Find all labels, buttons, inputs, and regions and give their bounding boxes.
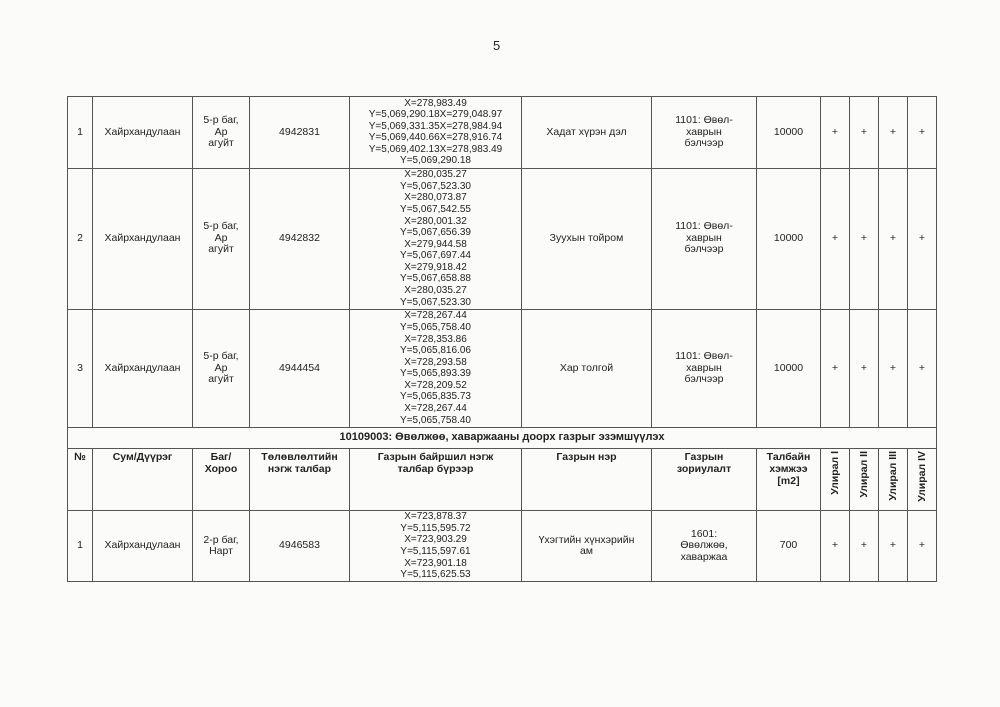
quarter-4-mark: + — [908, 168, 937, 309]
quarter-1-mark: + — [821, 97, 850, 169]
quarter-4-mark: + — [908, 309, 937, 427]
coordinate-line: X=280,073.87 — [404, 192, 467, 204]
soum-cell: Хайрхандулаан — [93, 510, 193, 582]
purpose-line: 1101: Өвөл- — [675, 114, 733, 127]
header-area-line: хэмжээ — [769, 462, 808, 475]
quarter-2-mark: + — [850, 168, 879, 309]
coordinate-line: Y=5,069,290.18 — [400, 155, 471, 167]
coordinates-cell — [350, 168, 522, 309]
soum-cell: Хайрхандулаан — [93, 309, 193, 427]
land-name-cell: Зуухын тойром — [522, 168, 652, 309]
coordinate-line: Y=5,067,658.88 — [400, 273, 471, 285]
purpose-line: бэлчээр — [684, 137, 724, 150]
coordinate-line: X=728,267.44 — [404, 403, 467, 415]
header-quarter-3-label: Улирал III — [887, 450, 899, 501]
group2-body — [68, 510, 937, 582]
purpose-cell — [652, 510, 757, 582]
purpose-line: хаврын — [686, 361, 722, 374]
quarter-3-mark: + — [879, 309, 908, 427]
quarter-4-mark: + — [908, 510, 937, 582]
land-name-cell: Хар толгой — [522, 309, 652, 427]
coordinate-line: Y=5,069,331.35X=278,984.94 — [368, 120, 503, 132]
quarter-3-mark: + — [879, 168, 908, 309]
bag-cell — [193, 97, 250, 169]
plan-unit-cell: 4942831 — [250, 97, 350, 169]
bag-line: 5-р баг, — [203, 220, 239, 233]
header-area — [757, 448, 821, 510]
purpose-line: бэлчээр — [684, 243, 724, 256]
coordinate-line: Y=5,065,758.40 — [400, 321, 471, 333]
coordinate-line: Y=5,065,835.73 — [400, 391, 471, 403]
header-bag — [193, 448, 250, 510]
bag-cell — [193, 510, 250, 582]
coordinate-line: Y=5,065,816.06 — [400, 345, 471, 357]
bag-line: 5-р баг, — [203, 350, 239, 363]
row-number: 2 — [68, 168, 93, 309]
header-location — [350, 448, 522, 510]
header-soum: Сум/Дүүрэг — [93, 448, 193, 510]
header-area-line: [m2] — [777, 474, 800, 487]
header-quarter-2 — [850, 448, 879, 510]
header-area-line: Талбайн — [766, 450, 811, 463]
coordinate-line: X=278,983.49 — [404, 97, 467, 109]
page-number: 5 — [493, 38, 501, 53]
coordinate-line: Y=5,067,697.44 — [400, 250, 471, 262]
purpose-cell — [652, 97, 757, 169]
coordinates-cell — [350, 97, 522, 169]
land-name-cell: Хадат хүрэн дэл — [522, 97, 652, 169]
coordinate-line: Y=5,115,595.72 — [400, 522, 471, 534]
soum-cell: Хайрхандулаан — [93, 97, 193, 169]
plan-unit-cell: 4942832 — [250, 168, 350, 309]
bag-line: агуйт — [208, 137, 234, 150]
coordinate-line: Y=5,065,893.39 — [400, 368, 471, 380]
coordinates-cell — [350, 510, 522, 582]
quarter-1-mark: + — [821, 309, 850, 427]
header-quarter-4-label: Улирал IV — [916, 450, 928, 502]
header-no: № — [68, 448, 93, 510]
coordinate-line: Y=5,065,758.40 — [400, 414, 471, 426]
bag-line: Ар — [214, 125, 228, 138]
coordinate-line: X=723,878.37 — [404, 511, 467, 523]
bag-line: 5-р баг, — [203, 114, 239, 127]
area-cell: 10000 — [757, 309, 821, 427]
header-name: Газрын нэр — [522, 448, 652, 510]
coordinate-line: Y=5,069,290.18X=279,048.97 — [368, 109, 503, 121]
quarter-2-mark: + — [850, 510, 879, 582]
header-quarter-2-label: Улирал II — [858, 450, 870, 498]
bag-line: 2-р баг, — [203, 533, 239, 546]
bag-line: Нарт — [209, 545, 233, 558]
purpose-line: бэлчээр — [684, 373, 724, 386]
quarter-1-mark: + — [821, 510, 850, 582]
quarter-1-mark: + — [821, 168, 850, 309]
quarter-2-mark: + — [850, 97, 879, 169]
purpose-cell — [652, 168, 757, 309]
coordinate-line: X=728,267.44 — [404, 310, 467, 322]
table-row — [68, 309, 937, 427]
header-quarter-1 — [821, 448, 850, 510]
purpose-cell — [652, 309, 757, 427]
land-name-line: Үхэгтийн хүнхэрийн — [538, 533, 635, 546]
area-cell: 700 — [757, 510, 821, 582]
header-quarter-1-label: Улирал I — [829, 450, 841, 495]
header-purpose-line: Газрын — [684, 450, 724, 463]
header-quarter-4 — [908, 448, 937, 510]
coordinate-line: Y=5,067,523.30 — [400, 296, 471, 308]
header-location-line: талбар бүрээр — [397, 462, 474, 475]
header-bag-line: Баг/ — [210, 450, 232, 463]
header-purpose-line: зориулалт — [676, 462, 732, 475]
bag-cell — [193, 168, 250, 309]
coordinate-line: X=723,903.29 — [404, 534, 467, 546]
purpose-line: 1601: — [690, 527, 718, 540]
coordinate-line: X=728,209.52 — [404, 379, 467, 391]
coordinate-line: X=279,944.58 — [404, 238, 467, 250]
header-row — [68, 448, 937, 510]
plan-unit-cell: 4946583 — [250, 510, 350, 582]
bag-line: Ар — [214, 231, 228, 244]
purpose-line: хаваржаа — [680, 550, 728, 563]
purpose-line: хаврын — [686, 231, 722, 244]
coordinate-line: X=728,353.86 — [404, 333, 467, 345]
header-plan-unit-line: нэгж талбар — [267, 462, 332, 475]
row-number: 1 — [68, 510, 93, 582]
coordinate-line: Y=5,115,625.53 — [400, 569, 471, 581]
quarter-3-mark: + — [879, 97, 908, 169]
coordinate-line: Y=5,069,440.66X=278,916.74 — [368, 132, 503, 144]
coordinates-cell — [350, 309, 522, 427]
coordinate-line: X=279,918.42 — [404, 261, 467, 273]
group1-body — [68, 97, 937, 428]
header-quarter-3 — [879, 448, 908, 510]
table-row — [68, 510, 937, 582]
section-row — [68, 427, 937, 448]
land-name-line: ам — [579, 545, 594, 558]
coordinate-line: X=723,901.18 — [404, 557, 467, 569]
purpose-line: хаврын — [686, 125, 722, 138]
header-plan-unit — [250, 448, 350, 510]
purpose-line: 1101: Өвөл- — [675, 220, 733, 233]
land-name-cell — [522, 510, 652, 582]
header-bag-line: Хороо — [204, 462, 238, 475]
soum-cell: Хайрхандулаан — [93, 168, 193, 309]
purpose-line: Өвөлжөө, — [680, 539, 728, 552]
coordinate-line: X=280,035.27 — [404, 285, 467, 297]
coordinate-line: Y=5,067,523.30 — [400, 180, 471, 192]
header-plan-unit-line: Төлөвлөлтийн — [261, 450, 338, 463]
coordinate-line: Y=5,067,542.55 — [400, 203, 471, 215]
bag-line: агуйт — [208, 373, 234, 386]
quarter-3-mark: + — [879, 510, 908, 582]
table-row — [68, 97, 937, 169]
land-allocation-table — [67, 96, 937, 582]
row-number: 3 — [68, 309, 93, 427]
header-purpose — [652, 448, 757, 510]
coordinate-line: X=728,293.58 — [404, 356, 467, 368]
coordinate-line: X=280,001.32 — [404, 215, 467, 227]
bag-line: агуйт — [208, 243, 234, 256]
purpose-line: 1101: Өвөл- — [675, 350, 733, 363]
table-row — [68, 168, 937, 309]
coordinate-line: Y=5,115,597.61 — [400, 546, 471, 558]
coordinate-line: X=280,035.27 — [404, 169, 467, 181]
coordinate-line: Y=5,067,656.39 — [400, 227, 471, 239]
area-cell: 10000 — [757, 97, 821, 169]
section-title: 10109003: Өвөлжөө, хаваржааны доорх газрыг эзэмшүүлэх — [68, 427, 937, 448]
row-number: 1 — [68, 97, 93, 169]
quarter-4-mark: + — [908, 97, 937, 169]
bag-line: Ар — [214, 361, 228, 374]
bag-cell — [193, 309, 250, 427]
quarter-2-mark: + — [850, 309, 879, 427]
area-cell: 10000 — [757, 168, 821, 309]
plan-unit-cell: 4944454 — [250, 309, 350, 427]
coordinate-line: Y=5,069,402.13X=278,983.49 — [368, 143, 503, 155]
header-location-line: Газрын байршил нэгж — [377, 450, 494, 463]
